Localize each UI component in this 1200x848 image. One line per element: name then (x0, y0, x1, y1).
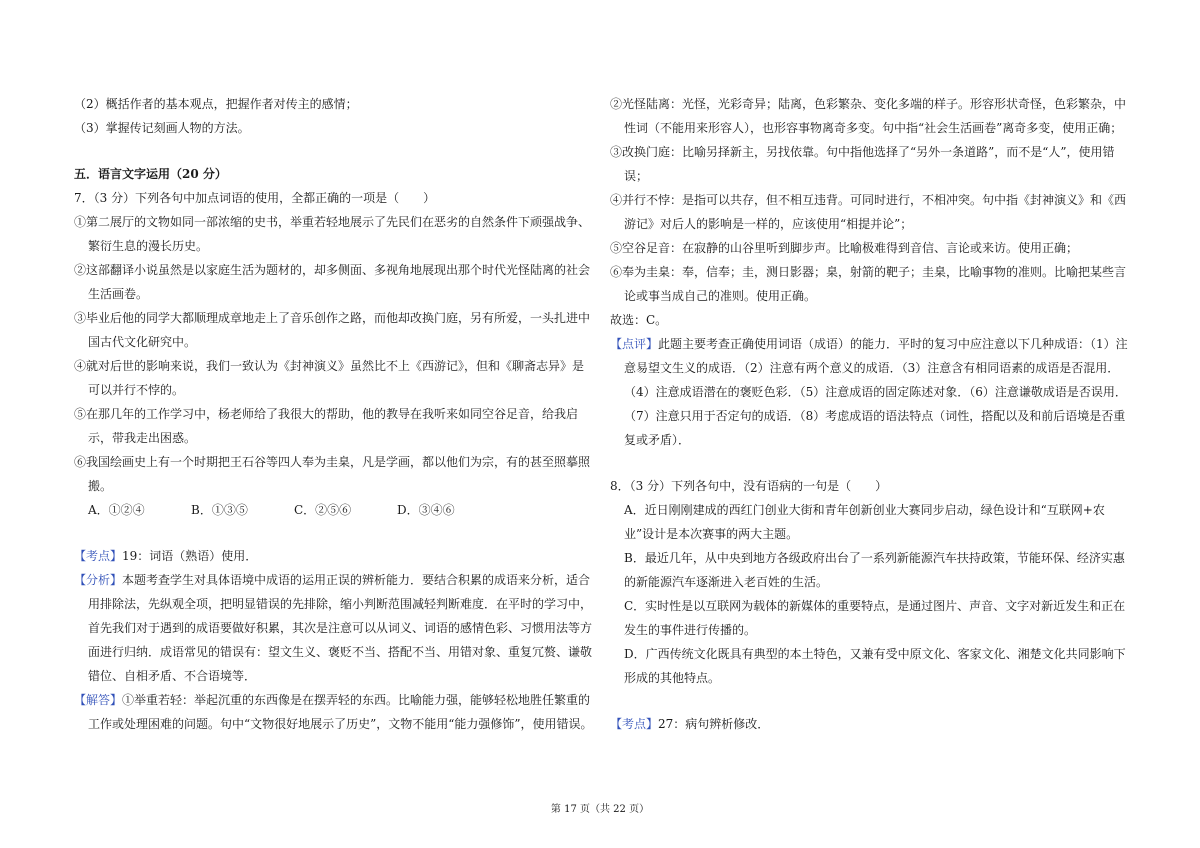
fenxi-text: 本题考查学生对具体语境中成语的运用正误的辨析能力．要结合积累的成语来分析，适合用排除法，先纵观全项，把明显错误的先排除，缩小判断范围减轻判断难度．在平时的学习中，首先我们对于遇到的成语要做好积累，其次是注意可以从词义、词语的感情色彩、习惯用法等方面进行归纳．成语常见的错误有：望文生义、褒贬不当、搭配不当、用错对象、重复冗赘、谦敬错位、自相矛盾、不合语境等． (88, 573, 593, 683)
kaodian-7 (74, 544, 594, 568)
question-8-stem: 8．（3 分）下列各句中，没有语病的一句是（ ） (610, 479, 888, 493)
dianping-text: 此题主要考查正确使用词语（成语）的能力．平时的复习中应注意以下几种成语：（1）注意易望文生义的成语．（2）注意有两个意义的成语．（3）注意含有相同语素的成语是否混用．（4）注意成语潜在的褒贬色彩．（5）注意成语的固定陈述对象．（6）注意谦敬成语是否误用．（7）注意只用于否定句的成语．（8）考虑成语的语法特点（词性，搭配以及和前后语境是否重复或矛盾）． (624, 337, 1128, 447)
analysis-5: ⑤空谷足音：在寂静的山谷里听到脚步声。比喻极难得到音信、言论或来访。使用正确； (610, 241, 1079, 255)
requirement-2: （2）概括作者的基本观点，把握作者对传主的感情； (74, 97, 358, 111)
kaodian-tag: 【考点】 (74, 549, 123, 563)
q7-sentence-4: ④就对后世的影响来说，我们一致认为《封神演义》虽然比不上《西游记》，但和《聊斋志异》是可以并行不悖的。 (74, 359, 585, 397)
q7-option-a: A．①②④ (88, 503, 145, 517)
q8-option-c: C．实时性是以互联网为载体的新媒体的重要特点，是通过图片、声音、文字对新近发生和正在发生的事件进行传播的。 (624, 599, 1126, 637)
analysis-6: ⑥奉为圭臬：奉，信奉；圭，测日影器；臬，射箭的靶子；圭臬，比喻事物的准则。比喻把某些言论或事当成自己的准则。使用正确。 (610, 265, 1127, 303)
right-column (610, 92, 1134, 736)
kaodian-8 (610, 712, 1134, 736)
left-column (74, 92, 594, 736)
q7-options (74, 498, 594, 522)
q7-option-c: C．②⑤⑥ (294, 503, 352, 517)
kaodian-8-text: 27：病句辨析修改． (658, 717, 770, 731)
section-heading: 五．语言文字运用（20 分） (74, 167, 227, 181)
kaodian-text: 19：词语（熟语）使用． (122, 549, 258, 563)
analysis-4: ④并行不悖：是指可以共存，但不相互违背。可同时进行，不相冲突。句中指《封神演义》和《西游记》对后人的影响是一样的，应该使用“相提并论”； (610, 193, 1127, 231)
kaodian-8-tag: 【考点】 (610, 717, 659, 731)
dianping-7 (610, 332, 1134, 452)
q8-option-d: D．广西传统文化既具有典型的本土特色，又兼有受中原文化、客家文化、湘楚文化共同影响下形成的其他特点。 (624, 647, 1126, 685)
q7-sentence-5: ⑤在那几年的工作学习中，杨老师给了我很大的帮助，他的教导在我听来如同空谷足音，给我启示，带我走出困惑。 (74, 407, 579, 445)
jieda-tag: 【解答】 (74, 693, 123, 707)
requirement-3: （3）掌握传记刻画人物的方法。 (74, 121, 250, 135)
q7-sentence-6: ⑥我国绘画史上有一个时期把王石谷等四人奉为圭臬，凡是学画，都以他们为宗，有的甚至照摹照搬。 (74, 455, 591, 493)
q8-option-b: B．最近几年，从中央到地方各级政府出台了一系列新能源汽车扶持政策，节能环保、经济实惠的新能源汽车逐渐进入老百姓的生活。 (624, 551, 1125, 589)
q7-sentence-2: ②这部翻译小说虽然是以家庭生活为题材的，却多侧面、多视角地展现出那个时代光怪陆离的社会生活画卷。 (74, 263, 591, 301)
question-7-stem: 7．（3 分）下列各句中加点词语的使用，全都正确的一项是（ ） (74, 191, 436, 205)
analysis-3: ③改换门庭：比喻另择新主，另找依靠。句中指他选择了“另外一条道路”，而不是“人”，使用错误； (610, 145, 1115, 183)
dianping-tag: 【点评】 (610, 337, 659, 351)
fenxi-7 (74, 568, 594, 688)
q7-option-d: D．③④⑥ (397, 503, 455, 517)
q7-sentence-1: ①第二展厅的文物如同一部浓缩的史书，举重若轻地展示了先民们在恶劣的自然条件下顽强战争、繁衍生息的漫长历史。 (74, 215, 591, 253)
q7-option-b: B．①③⑤ (191, 503, 248, 517)
q8-option-a: A．近日刚刚建成的西红门创业大街和青年创新创业大赛同步启动，绿色设计和“互联网+农业”设计是本次赛事的两大主题。 (624, 503, 1105, 541)
answer-7: 故选：C。 (610, 313, 668, 327)
jieda-7 (74, 688, 594, 736)
fenxi-tag: 【分析】 (74, 573, 123, 587)
q7-sentence-3: ③毕业后他的同学大都顺理成章地走上了音乐创作之路，而他却改换门庭，另有所爱，一头扎进中国古代文化研究中。 (74, 311, 591, 349)
page-footer: 第 17 页（共 22 页） (550, 804, 650, 815)
jieda-text: ①举重若轻：举起沉重的东西像是在摆弄轻的东西。比喻能力强，能够轻松地胜任繁重的工作或处理困难的问题。句中“文物很好地展示了历史”，文物不能用“能力强修饰”，使用错误。 (88, 693, 593, 731)
analysis-2: ②光怪陆离：光怪，光彩奇异；陆离，色彩繁杂、变化多端的样子。形容形状奇怪，色彩繁杂，中性词（不能用来形容人），也形容事物离奇多变。句中指“社会生活画卷”离奇多变，使用正确； (610, 97, 1127, 135)
